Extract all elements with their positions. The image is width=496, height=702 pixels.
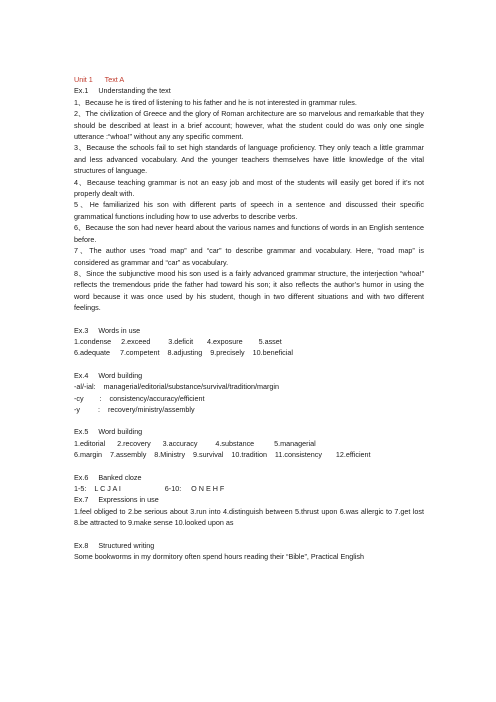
ex8-section (74, 540, 424, 563)
ex5-heading: Ex.5 Word building (74, 427, 143, 437)
ex8-text: Some bookworms in my dormitory often spend hours reading their “Bible”, Practical English (74, 552, 365, 562)
ex6-answers: 1-5: L C J A I 6-10: O N E H F (74, 484, 225, 493)
ex1-heading: Ex.1 Understanding the text (74, 86, 171, 96)
ex7-answers: 1.feel obliged to 2.be serious about 3.run into 4.distinguish between 5.thrust upon 6.was allergic to 7.get lost 8.be attracted to 9.make sense 10.looked upon as (74, 506, 424, 528)
ex1-item: 6、Because the son had never heard about the various names and functions of words in an English sentence before. (74, 223, 424, 244)
ex1-item: 8、Since the subjunctive mood his son used is a fairly advanced grammar structure, the interjection “whoa!” reflects the tremendous pride the father had toward his son; it also reflects the author’s humor in using the word because it was once used by his student, though in two different situations and with two different feelings. (74, 268, 424, 313)
ex1-item: 3、Because the schools fail to set high standards of language proficiency. They only teach a little grammar and less advanced vocabulary. And the younger teachers themselves have little knowledge of the vital structures of language. (74, 143, 424, 176)
ex3-heading: Ex.3 Words in use (74, 325, 141, 335)
ex1-item: 2、The civilization of Greece and the glory of Roman architecture are so marvelous and remarkable that they should be described at least in a brief account; however, what the student could do was only one single utterance :“whoa!” without any any specific comment. (74, 109, 424, 142)
document-body (74, 74, 424, 562)
ex8-heading: Ex.8 Structured writing (74, 540, 155, 550)
ex5-answer-line: 6.margin 7.assembly 8.Ministry 9.survival 10.tradition 11.consistency 12.efficient (74, 450, 371, 460)
ex5-answer-line: 1.editorial 2.recovery 3.accuracy 4.substance 5.managerial (74, 438, 316, 448)
ex1-section (74, 85, 424, 313)
ex3-section (74, 325, 424, 359)
ex3-answer-line: 1.condense 2.exceed 3.deficit 4.exposure 5.asset (74, 336, 282, 346)
ex7-heading: Ex.7 Expressions in use (74, 495, 159, 505)
ex4-answer-line: -al/-ial: managerial/editorial/substance/survival/tradition/margin (74, 382, 279, 392)
ex4-answer-line: -cy : consistency/accuracy/efficient (74, 393, 205, 403)
ex4-section (74, 370, 424, 416)
ex7-section (74, 494, 424, 528)
ex6-section (74, 472, 424, 495)
ex1-item: 1、Because he is tired of listening to his father and he is not interested in grammar rules. (74, 97, 357, 107)
ex1-item: 7、The author uses “road map” and “car” to describe grammar and vocabulary. Here, “road map” is considered as grammar and “car” as vocabulary. (74, 246, 424, 267)
ex4-answer-line: -y : recovery/ministry/assembly (74, 404, 195, 414)
ex6-heading: Ex.6 Banked cloze (74, 472, 142, 482)
ex5-section (74, 426, 424, 460)
ex1-item: 5、He familiarized his son with different parts of speech in a sentence and discussed their specific grammatical functions including how to use adverbs to describe verbs. (74, 200, 424, 221)
ex1-item: 4、Because teaching grammar is not an easy job and most of the students will easily get bored if it’s not properly dealt with. (74, 177, 424, 199)
ex4-heading: Ex.4 Word building (74, 370, 143, 380)
ex3-answer-line: 6.adequate 7.competent 8.adjusting 9.precisely 10.beneficial (74, 348, 293, 358)
unit-title: Unit 1 Text A (74, 75, 125, 84)
